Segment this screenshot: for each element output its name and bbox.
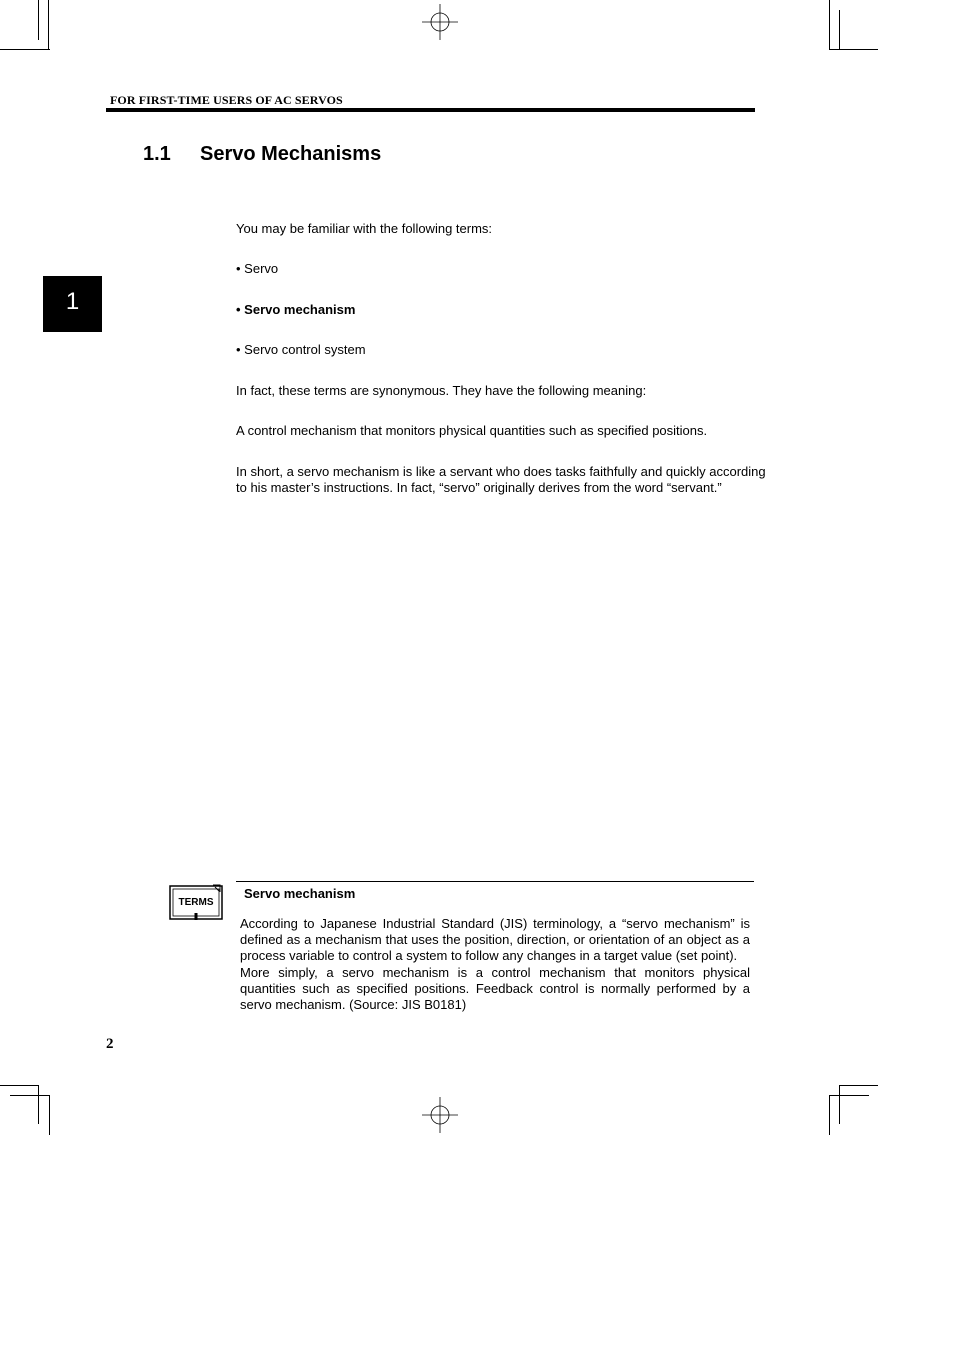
intro-text: You may be familiar with the following terms: [236, 221, 493, 236]
crop-mark [49, 1095, 50, 1135]
terms-title: Servo mechanism [244, 886, 356, 901]
crop-mark [0, 1085, 39, 1086]
page-number: 2 [106, 1036, 114, 1052]
crop-mark [839, 1085, 878, 1086]
registration-mark-icon [422, 1097, 458, 1133]
header-rule [106, 108, 755, 112]
servant-text-line: In short, a servo mechanism is like a servant who does tasks faithfully and quickly according [236, 464, 766, 479]
section-number: 1.1 [143, 143, 171, 165]
crop-mark [829, 1095, 869, 1096]
crop-mark [829, 1095, 830, 1135]
crop-mark [38, 0, 39, 40]
terms-icon-label: TERMS [178, 897, 214, 908]
terms-paragraph: More simply, a servo mechanism is a control mechanism that monitors physical quantities such as specified positions. Feedback control is normally performed by a servo mechanism. (Source: JIS B0181) [240, 964, 750, 1013]
crop-mark [0, 49, 50, 50]
list-item: • Servo mechanism [236, 302, 356, 317]
crop-mark [839, 1085, 840, 1124]
running-header: FOR FIRST-TIME USERS OF AC SERVOS [110, 93, 343, 107]
servant-text-line: to his master’s instructions. In fact, “servo” originally derives from the word “servant.” [236, 480, 722, 495]
list-item: • Servo [236, 261, 279, 276]
list-item: • Servo control system [236, 342, 366, 357]
terms-rule [236, 881, 754, 882]
crop-mark [48, 0, 49, 50]
definition-text: A control mechanism that monitors physical quantities such as specified positions. [236, 423, 708, 438]
section-title [143, 143, 381, 166]
terms-body [240, 916, 750, 1013]
crop-mark [829, 0, 830, 50]
registration-mark-icon [422, 4, 458, 40]
crop-mark [10, 1095, 50, 1096]
terms-book-icon [169, 883, 223, 921]
crop-mark [839, 10, 840, 50]
crop-mark [38, 1085, 39, 1124]
terms-paragraph: According to Japanese Industrial Standard (JIS) terminology, a “servo mechanism” is defined as a mechanism that uses the position, direction, or orientation of an object as a process variable to control a system to follow any changes in a target value (set point). [240, 916, 750, 964]
synonymous-text: In fact, these terms are synonymous. They have the following meaning: [236, 383, 647, 398]
section-heading: Servo Mechanisms [200, 143, 382, 165]
crop-mark [829, 49, 878, 50]
chapter-number: 1 [65, 288, 80, 315]
chapter-tab [43, 276, 102, 332]
